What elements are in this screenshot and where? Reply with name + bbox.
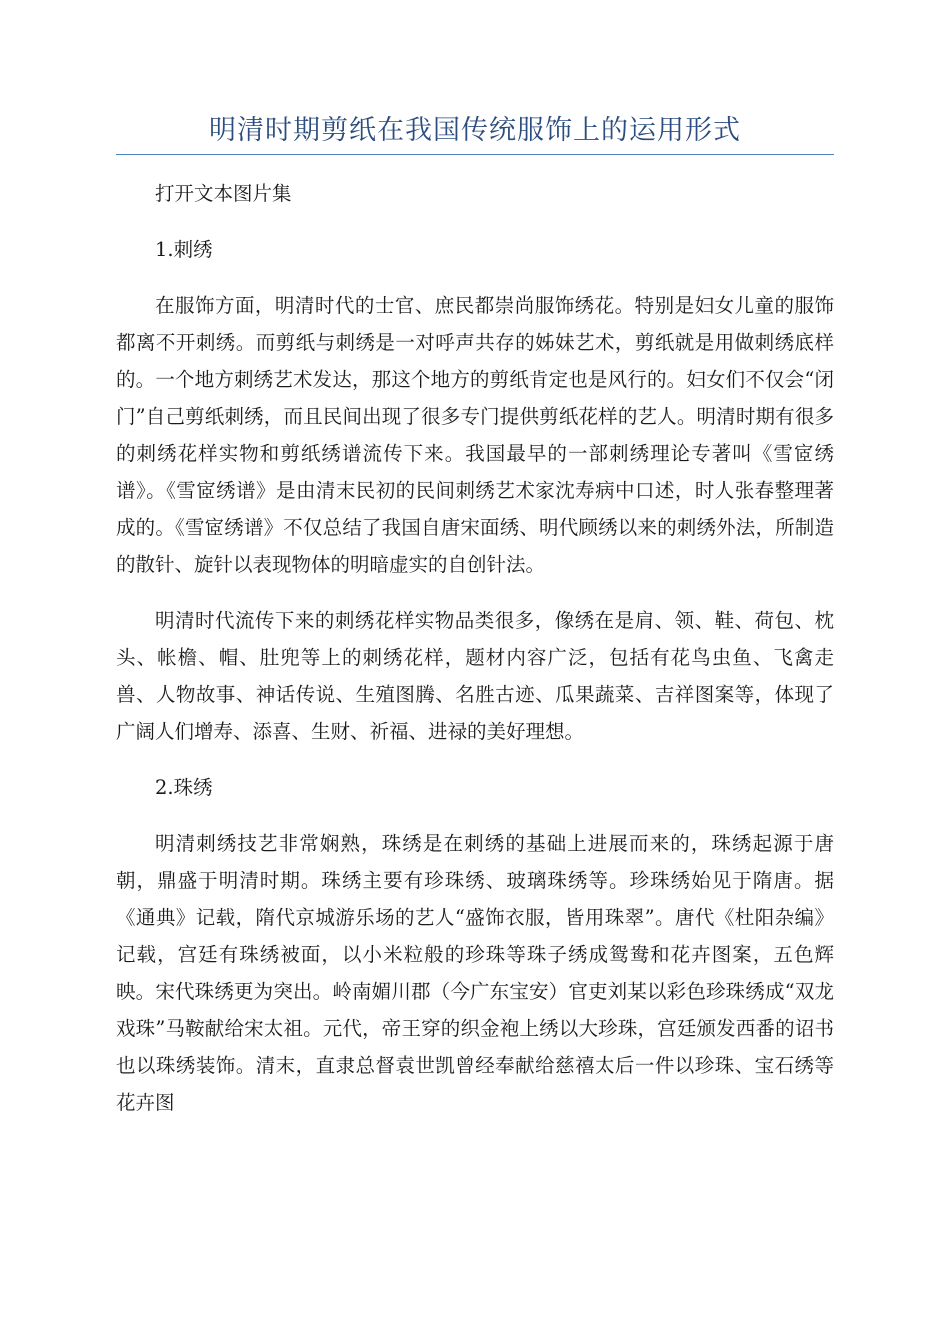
document-body [116, 175, 834, 1140]
section-heading-bead-embroidery: 2.珠绣 [155, 776, 213, 799]
paragraph: 明清刺绣技艺非常娴熟，珠绣是在刺绣的基础上进展而来的，珠绣起源于唐朝，鼎盛于明清时期。珠绣主要有珍珠绣、玻璃珠绣等。珍珠绣始见于隋唐。据《通典》记载，隋代京城游乐场的艺人“盛饰衣服，皆用珠翠”。唐代《杜阳杂编》记载，宫廷有珠绣被面，以小米粒般的珍珠等珠子绣成鸳鸯和花卉图案，五色辉映。宋代珠绣更为突出。岭南媚川郡（今广东宝安）官吏刘某以彩色珍珠绣成“双龙戏珠”马鞍献给宋太祖。元代，帝王穿的织金袍上绣以大珍珠，宫廷颁发西番的诏书也以珠绣装饰。清末，直隶总督袁世凯曾经奉献给慈禧太后一件以珍珠、宝石绣等花卉图 [116, 832, 834, 1114]
paragraph: 明清时代流传下来的刺绣花样实物品类很多，像绣在是肩、领、鞋、荷包、枕头、帐檐、帽、肚兜等上的刺绣花样，题材内容广泛，包括有花鸟虫鱼、飞禽走兽、人物故事、神话传说、生殖图腾、名胜古迹、瓜果蔬菜、吉祥图案等，体现了广阔人们增寿、添喜、生财、祈福、进禄的美好理想。 [116, 609, 834, 743]
image-gallery-link[interactable]: 打开文本图片集 [155, 182, 292, 205]
title-underline [116, 154, 834, 155]
paragraph: 在服饰方面，明清时代的士官、庶民都崇尚服饰绣花。特别是妇女儿童的服饰都离不开刺绣。而剪纸与刺绣是一对呼声共存的姊妹艺术，剪纸就是用做刺绣底样的。一个地方刺绣艺术发达，那这个地方的剪纸肯定也是风行的。妇女们不仅会“闭门”自己剪纸刺绣，而且民间出现了很多专门提供剪纸花样的艺人。明清时期有很多的刺绣花样实物和剪纸绣谱流传下来。我国最早的一部刺绣理论专著叫《雪宧绣谱》。《雪宧绣谱》是由清末民初的民间刺绣艺术家沈寿病中口述，时人张春整理著成的。《雪宧绣谱》不仅总结了我国自唐宋面绣、明代顾绣以来的刺绣外法，所制造的散针、旋针以表现物体的明暗虚实的自创针法。 [116, 294, 834, 576]
section-heading-embroidery: 1.刺绣 [155, 238, 213, 261]
document-title: 明清时期剪纸在我国传统服饰上的运用形式 [209, 115, 741, 146]
